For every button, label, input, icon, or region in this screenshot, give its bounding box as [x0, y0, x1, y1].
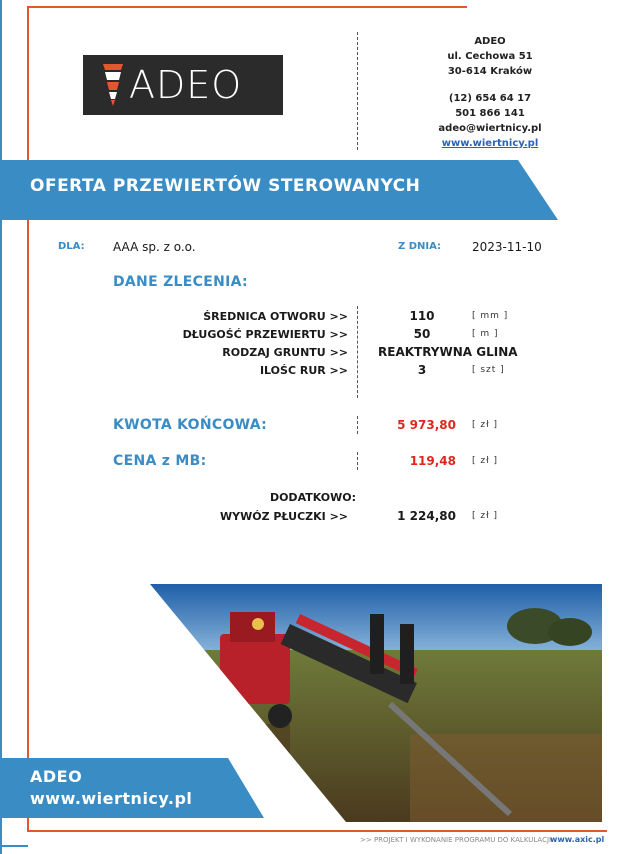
order-row-value: 50 — [413, 327, 431, 341]
total-unit: [ zł ] — [472, 420, 499, 430]
price-per-meter-value: 119,48 — [409, 454, 456, 468]
contact-phone-2: 501 866 141 — [455, 108, 525, 119]
date-label: Z DNIA: — [398, 241, 442, 252]
order-row-unit: [ szt ] — [472, 365, 505, 375]
header-divider — [357, 32, 358, 150]
order-row-label: DŁUGOŚĆ PRZEWIERTU >> — [182, 328, 348, 341]
contact-email[interactable]: adeo@wiertnicy.pl — [438, 123, 542, 134]
client-label: DLA: — [58, 241, 85, 252]
price-per-meter-unit: [ zł ] — [472, 456, 499, 466]
offer-title: OFERTA PRZEWIERTÓW STEROWANYCH — [30, 176, 421, 196]
left-blue-rule — [0, 0, 2, 854]
order-row-label: RODZAJ GRUNTU >> — [222, 346, 348, 359]
orange-frame-left — [27, 6, 29, 832]
date-value: 2023-11-10 — [472, 240, 542, 254]
total-value: 5 973,80 — [397, 418, 456, 432]
extra-label: WYWÓZ PŁUCZKI >> — [220, 510, 348, 523]
contact-website-link[interactable]: www.wiertnicy.pl — [441, 138, 539, 149]
extra-value: 1 224,80 — [397, 509, 456, 523]
program-credit: >> PROJEKT I WYKONANIE PROGRAMU DO KALKULACJI: — [360, 836, 554, 844]
drill-bit-icon — [101, 64, 125, 106]
contact-block — [420, 34, 560, 151]
credit-link[interactable]: www.axic.pl — [550, 835, 605, 844]
order-divider — [357, 306, 358, 398]
order-row-value: 110 — [409, 309, 435, 323]
total-divider — [357, 416, 358, 434]
adeo-logo — [83, 55, 283, 115]
price-per-meter-label: CENA z MB: — [113, 453, 207, 469]
price-per-meter-divider — [357, 452, 358, 470]
footer-text — [30, 766, 192, 810]
contact-street: ul. Cechowa 51 — [447, 51, 533, 62]
orange-frame-top — [27, 6, 467, 8]
orange-frame-bottom — [27, 830, 607, 832]
order-row-label: ŚREDNICA OTWORU >> — [203, 310, 348, 323]
total-label: KWOTA KOŃCOWA: — [113, 417, 268, 433]
order-row-unit: [ mm ] — [472, 311, 509, 321]
footer-company: ADEO — [30, 767, 83, 786]
extra-unit: [ zł ] — [472, 511, 499, 521]
extra-heading: DODATKOWO: — [269, 491, 356, 504]
order-heading: DANE ZLECENIA: — [113, 274, 248, 290]
order-row-label: ILOŚC RUR >> — [259, 364, 348, 377]
order-row-value: REAKTRYWNA GLINA — [378, 345, 518, 359]
contact-name: ADEO — [474, 36, 506, 47]
client-value: AAA sp. z o.o. — [113, 240, 196, 254]
footer-website[interactable]: www.wiertnicy.pl — [30, 789, 193, 808]
contact-phone-1: (12) 654 64 17 — [448, 93, 532, 104]
logo-wordmark: ADEO — [129, 63, 243, 107]
blue-corner-rule — [0, 845, 28, 847]
order-row-value: 3 — [417, 363, 427, 377]
order-row-unit: [ m ] — [472, 329, 499, 339]
contact-city: 30-614 Kraków — [447, 66, 533, 77]
